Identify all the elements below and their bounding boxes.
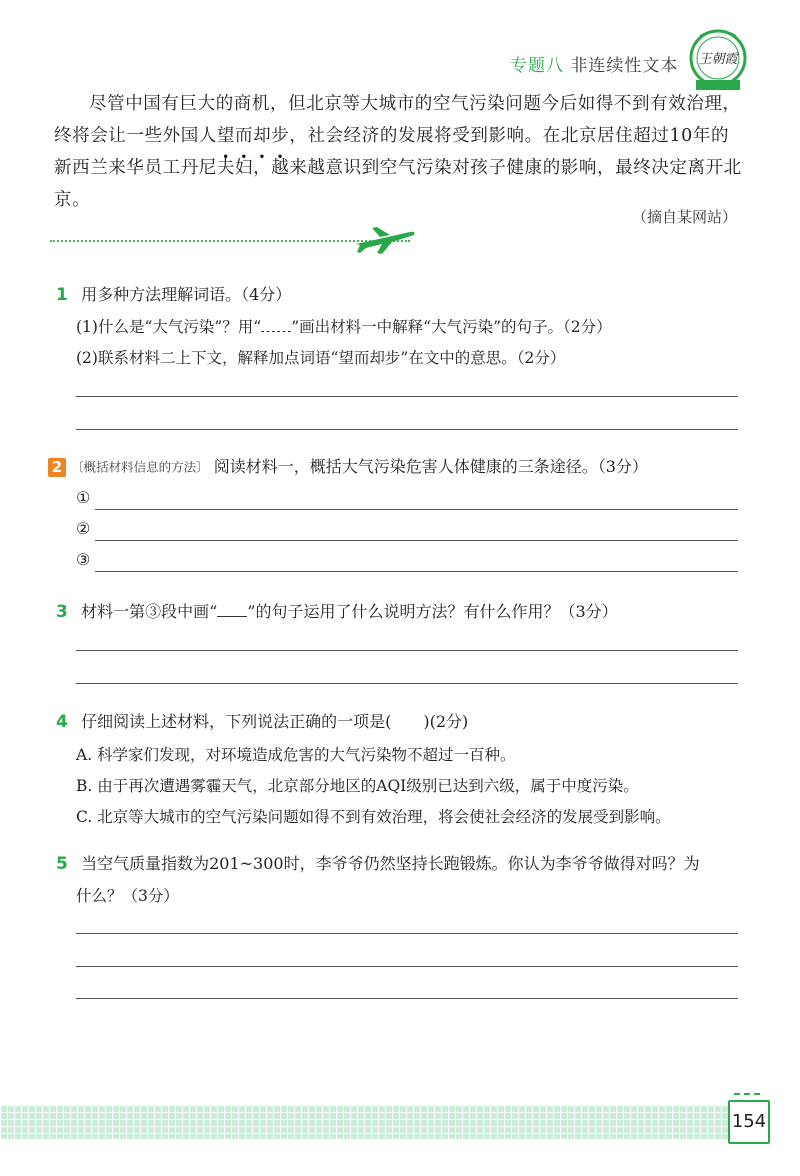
publisher-logo	[688, 28, 748, 94]
question-3	[56, 597, 618, 627]
question-text-line-2: 什么？（3分）	[76, 887, 179, 905]
answer-line[interactable]	[76, 933, 738, 934]
sub-text-b: ”画出材料一中解释“大气污染”的句子。（2分）	[291, 318, 612, 336]
question-1-sub-1	[76, 312, 612, 342]
question-text: 用多种方法理解词语。（4分）	[81, 285, 292, 304]
wavy-line-mark	[261, 317, 291, 332]
page-number: 154	[728, 1100, 770, 1144]
question-number: 4	[56, 712, 68, 732]
answer-item-3-label: ③	[76, 550, 91, 569]
answer-line[interactable]	[95, 540, 738, 541]
passage-line-3: 新西兰来华员工丹尼夫妇，越来越意识到空气污染对孩子健康的影响，最终决定离开北京。	[54, 158, 742, 210]
method-tag: 〔概括材料信息的方法〕	[71, 459, 209, 475]
footer-decorative-band	[0, 1105, 728, 1139]
passage-line-1: 尽管中国有巨大的商机，但北京等大城市的空气污染问题今后如得不到有效治理，	[89, 94, 741, 114]
passage-line-2-start: 终将会让一些外国人	[54, 126, 217, 146]
answer-item-1-label: ①	[76, 488, 91, 507]
passage-line-2-end: ，社会经济的发展将受到影响。在北京居住超过10年的	[289, 126, 730, 146]
question-5	[56, 849, 700, 879]
question-text: 阅读材料一，概括大气污染危害人体健康的三条途径。（3分）	[213, 457, 648, 476]
svg-text:王朝霞: 王朝霞	[698, 52, 738, 67]
option-c[interactable]: C. 北京等大城市的空气污染问题如得不到有效治理，将会使社会经济的发展受到影响。	[76, 808, 671, 826]
question-4	[56, 707, 468, 737]
answer-line[interactable]	[76, 683, 738, 684]
emphasized-char: 步	[271, 126, 290, 146]
question-1-sub-2: (2)联系材料二上下文，解释加点词语“望而却步”在文中的意思。（2分）	[76, 349, 566, 367]
question-number-badge: 2	[48, 458, 66, 477]
passage	[54, 88, 754, 216]
airplane-icon	[352, 222, 418, 256]
underline-mark	[217, 602, 247, 617]
question-1	[56, 280, 291, 310]
question-text-line-1: 当空气质量指数为201~300时，李爷爷仍然坚持长跑锻炼。你认为李爷爷做得对吗？为	[81, 854, 700, 873]
question-text: 仔细阅读上述材料，下列说法正确的一项是( )(2分)	[81, 712, 469, 731]
question-text-b: ”的句子运用了什么说明方法？有什么作用？（3分）	[247, 602, 618, 621]
answer-line[interactable]	[76, 396, 738, 397]
source-note: （摘自某网站）	[631, 208, 737, 226]
emphasized-char: 而	[235, 126, 254, 146]
question-2	[48, 452, 648, 483]
answer-line[interactable]	[76, 966, 738, 967]
answer-line[interactable]	[95, 571, 738, 572]
sub-text-a: (1)什么是“大气污染”？用“	[76, 318, 262, 336]
answer-line[interactable]	[95, 509, 738, 510]
question-number: 5	[56, 854, 68, 874]
answer-line[interactable]	[76, 650, 738, 651]
option-a[interactable]: A. 科学家们发现，对环境造成危害的大气污染物不超过一百种。	[76, 746, 516, 764]
emphasized-char: 却	[253, 126, 272, 146]
page-header	[510, 51, 678, 76]
answer-line[interactable]	[76, 429, 738, 430]
option-b[interactable]: B. 由于再次遭遇雾霾天气，北京部分地区的AQI级别已达到六级，属于中度污染。	[76, 777, 639, 795]
header-topic: 专题八	[510, 56, 564, 76]
header-title: 非连续性文本	[570, 56, 679, 76]
question-number: 3	[56, 602, 68, 622]
question-number: 1	[56, 285, 68, 305]
passage-line-2	[54, 120, 754, 152]
answer-line[interactable]	[76, 998, 738, 999]
emphasized-char: 望	[216, 126, 236, 146]
answer-item-2-label: ②	[76, 519, 91, 538]
question-text-a: 材料一第③段中画“	[81, 602, 218, 621]
